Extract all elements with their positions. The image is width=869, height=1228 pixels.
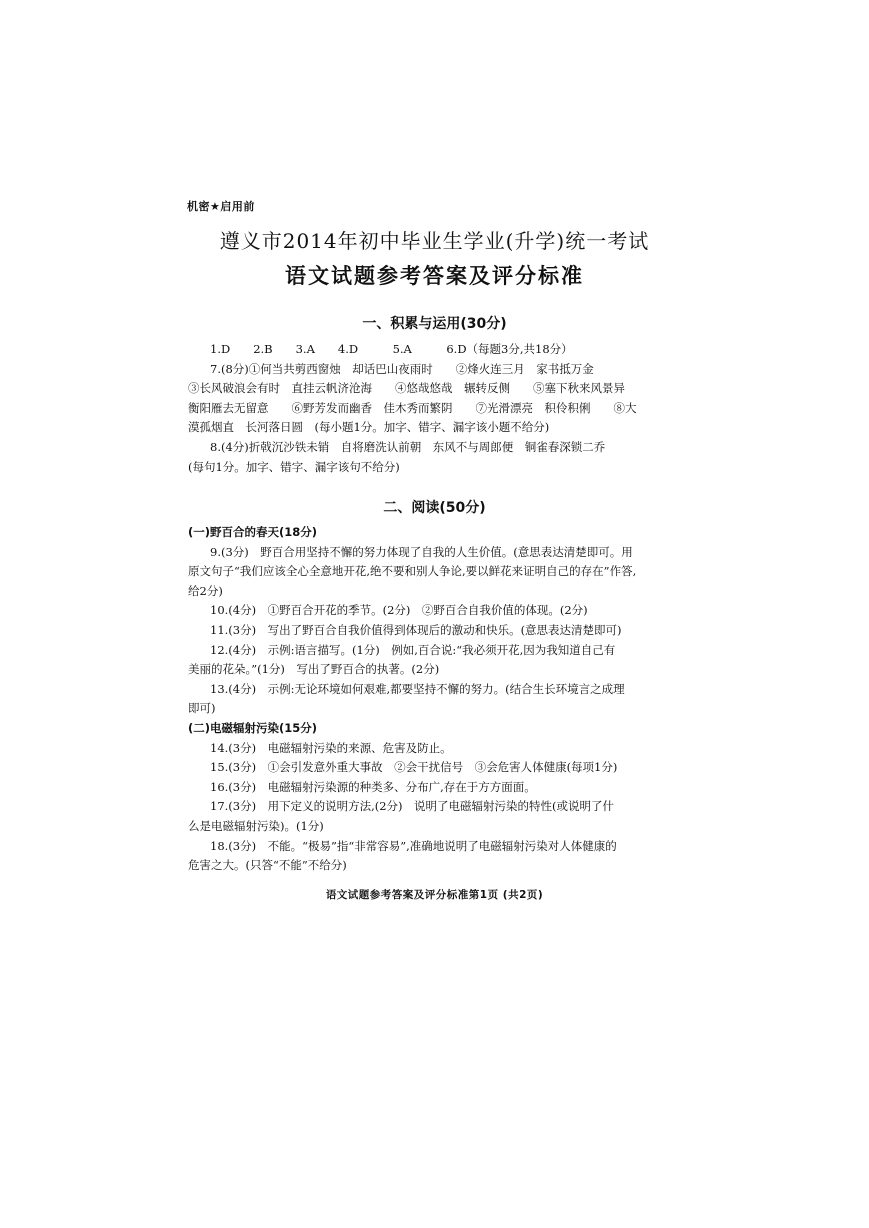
exam-title: 遵义市2014年初中毕业生学业(升学)统一考试 — [219, 229, 650, 253]
answer-line: 9.(3分) 野百合用坚持不懈的努力体现了自我的人生价值。(意思表达清楚即可。用 — [210, 544, 633, 559]
confidential-label: 机密★启用前 — [187, 200, 255, 213]
answer-line: 漠孤烟直 长河落日圆 (每小题1分。加字、错字、漏字该小题不给分) — [188, 420, 550, 435]
answer-line: 15.(3分) ①会引发意外重大事故 ②会干扰信号 ③会危害人体健康(每项1分) — [210, 760, 618, 775]
answer-line: 8.(4分)折戟沉沙铁未销 自将磨洗认前朝 东风不与周郎便 铜雀春深锁二乔 — [210, 439, 606, 454]
subsection-title: (一)野百合的春天(18分) — [188, 525, 318, 539]
answer-line: 危害之大。(只答“不能”不给分) — [188, 858, 347, 873]
answer-line: ③长风破浪会有时 直挂云帆济沧海 ④悠哉悠哉 辗转反侧 ⑤塞下秋来风景异 — [188, 381, 625, 396]
document-subtitle: 语文试题参考答案及评分标准 — [285, 264, 584, 288]
section-reading-body — [188, 523, 648, 876]
answer-line: 衡阳雁去无留意 ⑥野芳发而幽香 佳木秀而繁阴 ⑦光滑漂亮 积伶积俐 ⑧大 — [188, 400, 637, 415]
answer-line: 么是电磁辐射污染)。(1分) — [188, 818, 324, 833]
answer-line: 13.(4分) 示例:无论环境如何艰难,都要坚持不懈的努力。(结合生长环境言之成理 — [210, 681, 625, 696]
answer-line: 17.(3分) 用下定义的说明方法,(2分) 说明了电磁辐射污染的特性(或说明了什 — [210, 799, 615, 814]
answer-line: 12.(4分) 示例:语言描写。(1分) 例如,百合说:“我必须开花,因为我知道自己有 — [210, 642, 616, 657]
answer-line: 7.(8分)①何当共剪西窗烛 却话巴山夜雨时 ②烽火连三月 家书抵万金 — [210, 361, 594, 376]
page-footer: 语文试题参考答案及评分标准第1页 (共2页) — [325, 889, 544, 901]
answer-line: 1.D 2.B 3.A 4.D 5.A 6.D（每题3分,共18分） — [210, 342, 573, 356]
answer-line: 10.(4分) ①野百合开花的季节。(2分) ②野百合自我价值的体现。(2分) — [210, 603, 588, 618]
section-heading-reading: 二、阅读(50分) — [383, 500, 486, 516]
answer-line: 给2分) — [188, 583, 223, 598]
answer-line: 18.(3分) 不能。“极易”指“非常容易”,准确地说明了电磁辐射污染对人体健康的 — [210, 838, 617, 853]
subsection-title: (二)电磁辐射污染(15分) — [188, 720, 318, 735]
answer-line: 16.(3分) 电磁辐射污染源的种类多、分布广,存在于方方面面。 — [210, 779, 536, 794]
section-heading-accumulation: 一、积累与运用(30分) — [362, 316, 507, 332]
answer-line: 原文句子“我们应该全心全意地开花,绝不要和别人争论,要以鲜花来证明自己的存在”作答, — [188, 564, 637, 579]
answer-line: (每句1分。加字、错字、漏字该句不给分) — [188, 459, 400, 474]
answer-line: 11.(3分) 写出了野百合自我价值得到体现后的激动和快乐。(意思表达清楚即可) — [210, 622, 622, 637]
section-accumulation-body — [188, 340, 648, 477]
answer-line: 14.(3分) 电磁辐射污染的来源、危害及防止。 — [210, 740, 452, 755]
answer-line: 美丽的花朵。”(1分) 写出了野百合的执著。(2分) — [188, 662, 440, 677]
answer-line: 即可) — [188, 701, 216, 716]
